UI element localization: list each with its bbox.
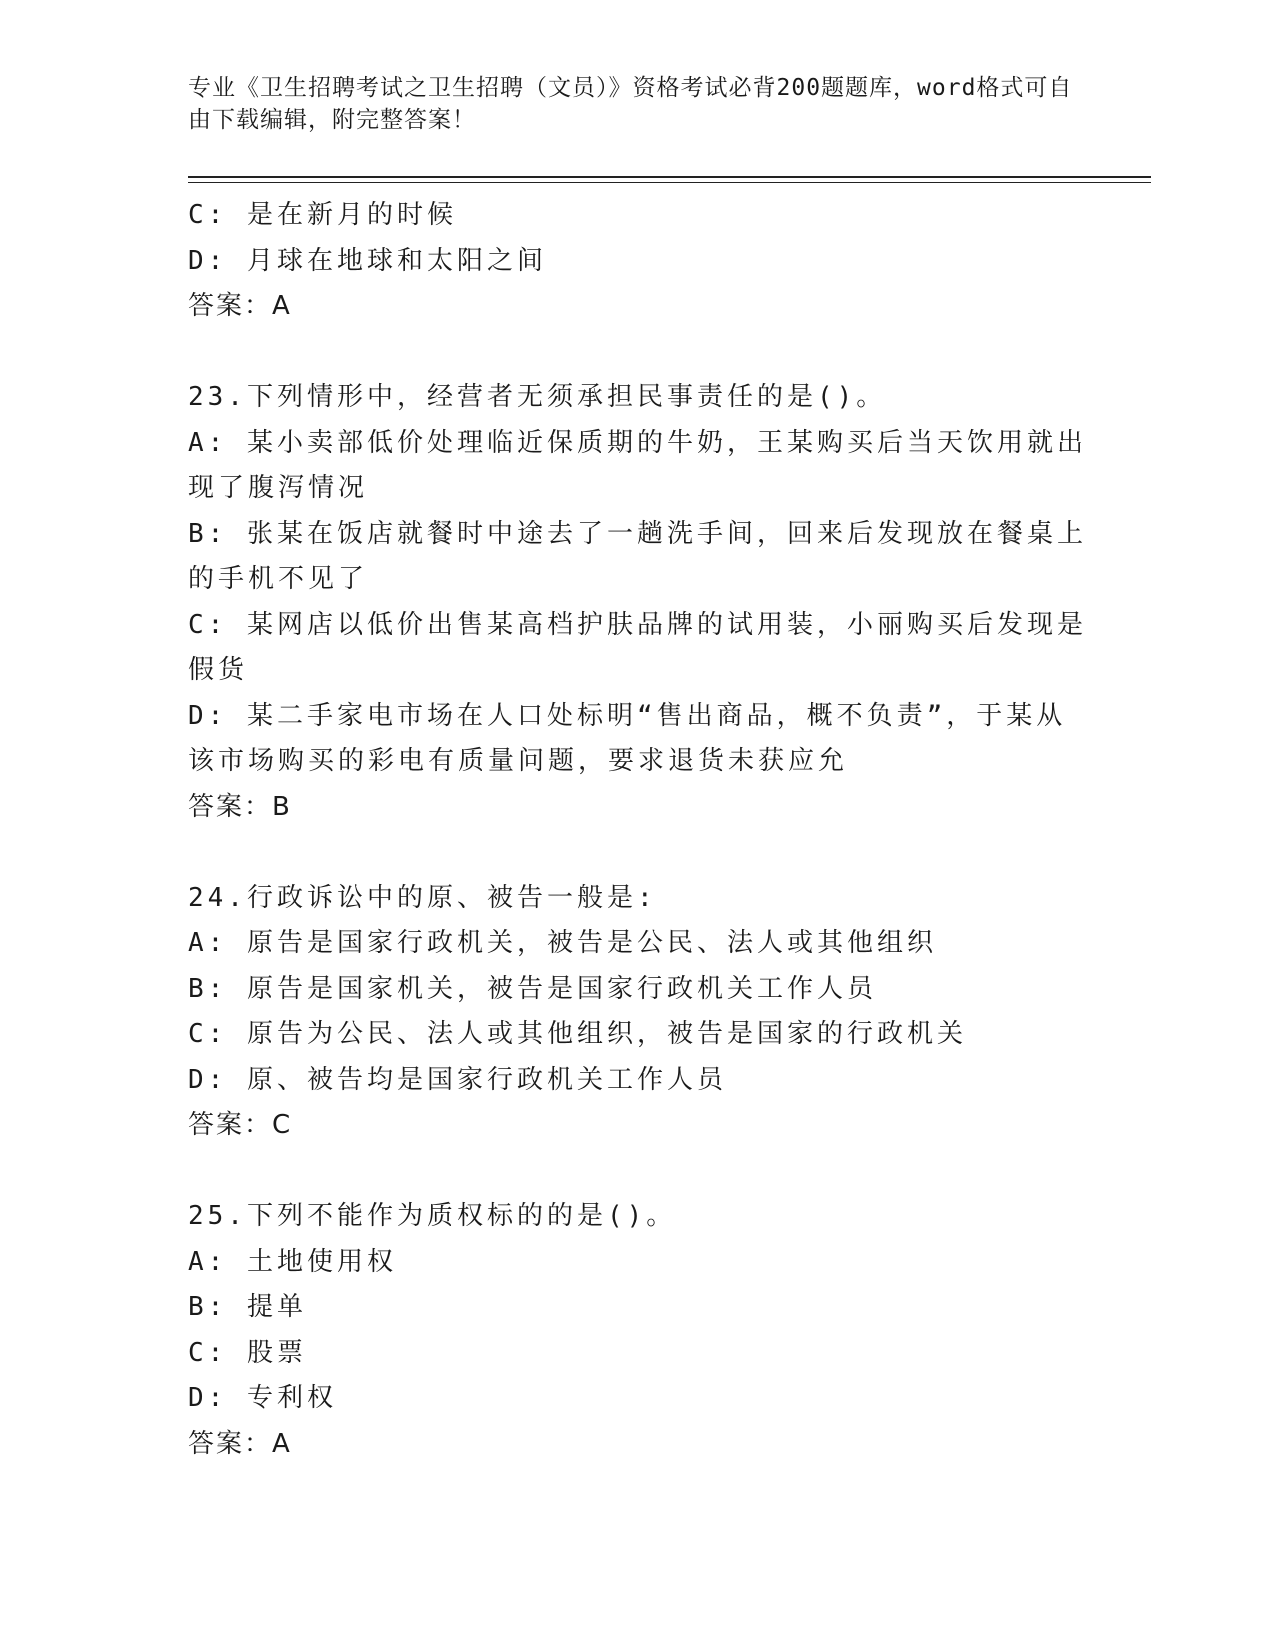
option-c: C: 原告为公民、法人或其他组织，被告是国家的行政机关 <box>188 1019 967 1049</box>
option-c: C: 某网店以低价出售某高档护肤品牌的试用装，小丽购买后发现是假货 <box>188 609 1087 685</box>
header-divider-thick <box>188 176 1151 178</box>
option-b: B: 张某在饭店就餐时中途去了一趟洗手间，回来后发现放在餐桌上的手机不见了 <box>188 518 1087 594</box>
answer-line: 答案：B <box>188 791 292 822</box>
question-22-continued <box>188 193 1088 330</box>
option-d: D: 专利权 <box>188 1383 337 1413</box>
question-stem: 24.行政诉讼中的原、被告一般是: <box>188 882 657 913</box>
option-a: A: 原告是国家行政机关，被告是公民、法人或其他组织 <box>188 928 937 958</box>
spacer <box>188 1149 1088 1195</box>
question-23 <box>188 375 1088 830</box>
option-a: A: 土地使用权 <box>188 1246 397 1277</box>
option-d: D: 原、被告均是国家行政机关工作人员 <box>188 1064 727 1095</box>
option-b: B: 原告是国家机关，被告是国家行政机关工作人员 <box>188 973 877 1004</box>
question-list <box>188 193 1088 1467</box>
answer-line: 答案：A <box>188 1428 292 1459</box>
document-header: 专业《卫生招聘考试之卫生招聘（文员）》资格考试必背200题题库，word格式可自由下载编辑，附完整答案！ <box>188 75 1073 133</box>
option-d: D: 月球在地球和太阳之间 <box>188 245 547 276</box>
option-b: B: 提单 <box>188 1292 307 1322</box>
question-stem: 25.下列不能作为质权标的的是()。 <box>188 1201 677 1231</box>
option-c: C: 是在新月的时候 <box>188 200 457 230</box>
option-c: C: 股票 <box>188 1337 307 1368</box>
option-d: D: 某二手家电市场在人口处标明“售出商品，概不负责”，于某从该市场购买的彩电有质量问题，要求退货未获应允 <box>188 700 1067 776</box>
answer-line: 答案：C <box>188 1110 293 1140</box>
answer-line: 答案：A <box>188 291 292 321</box>
question-stem: 23.下列情形中，经营者无须承担民事责任的是()。 <box>188 382 887 412</box>
question-25 <box>188 1194 1088 1467</box>
spacer <box>188 830 1088 876</box>
spacer <box>188 330 1088 376</box>
header-divider-thin <box>188 182 1151 183</box>
option-a: A: 某小卖部低价处理临近保质期的牛奶，王某购买后当天饮用就出现了腹泻情况 <box>188 427 1087 503</box>
question-24 <box>188 876 1088 1149</box>
